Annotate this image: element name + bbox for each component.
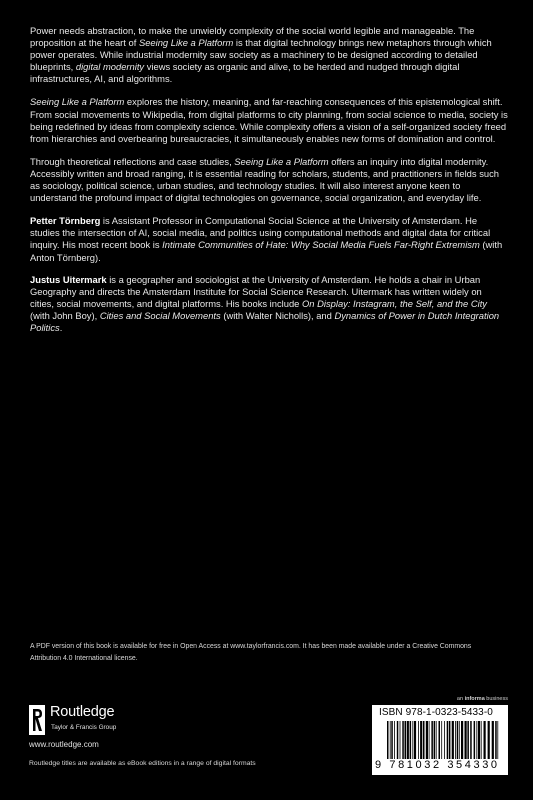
title-emphasis: Seeing Like a Platform: [30, 96, 125, 108]
publisher-website-link[interactable]: www.routledge.com: [29, 740, 99, 749]
author-bio-uitermark: [30, 274, 508, 334]
text-run: offers an inquiry into digital modernity. Accessibly written and broad ranging, it is essential reading for scholars, students, and practitioners in fields such as sociology, political science, urban studies, and technology studies. It will also interest anyone keen to understand the profound impact of digital technologies on governance, social organization, and everyday life.: [30, 155, 499, 204]
title-emphasis: Cities and Social Movements: [99, 309, 221, 321]
back-cover-blurb: [30, 25, 508, 344]
publisher-logo: [29, 703, 149, 739]
text-run: is a geographer and sociologist at the University of Amsterdam. He holds a chair in Urban Geography and directs the Amsterdam Institute for Social Science Research. Uitermark has written widely on cities, social movements, and digital platforms. His books include: [30, 273, 482, 309]
title-emphasis: Dynamics of Power in Dutch Integration Politics: [30, 309, 500, 333]
title-emphasis: Seeing Like a Platform: [234, 155, 329, 167]
routledge-r-icon: [29, 705, 45, 735]
ebook-availability-note: Routledge titles are available as eBook editions in a range of digital formats: [29, 760, 256, 767]
blurb-paragraph-2: [30, 96, 508, 144]
title-emphasis: digital modernity: [75, 61, 145, 73]
title-emphasis: On Display: Instagram, the Self, and the City: [302, 297, 487, 309]
title-emphasis: Intimate Communities of Hate: Why Social Media Fuels Far-Right Extremism: [162, 239, 480, 251]
title-emphasis: Seeing Like a Platform: [138, 37, 234, 49]
publisher-group: Taylor & Francis Group: [51, 724, 117, 731]
blurb-paragraph-3: [30, 156, 508, 204]
text-run: Through theoretical reflections and case studies,: [30, 155, 235, 167]
author-name: Petter Törnberg: [30, 215, 101, 227]
text-run: Power needs abstraction, to make the unwieldy complexity of the social world legible and manageable. The proposition at the heart of: [30, 25, 475, 49]
text-run: is Assistant Professor in Computational Social Science at the University of Amsterdam. He studies the intersection of AI, social media, and politics using computational methods and digital data for critical inquiry. His most recent book is: [30, 215, 491, 251]
text-run: .: [59, 321, 63, 333]
text-run: (with Walter Nicholls), and: [220, 309, 335, 321]
text-run: (with Anton Törnberg).: [30, 239, 503, 263]
author-name: Justus Uitermark: [30, 273, 107, 285]
informa-business-tag: an informa business: [456, 696, 508, 702]
text-run: explores the history, meaning, and far-reaching consequences of this epistemological shift. From social movements to Wikipedia, from digital platforms to city planning, from social science to media, society is being redefined by ideas from complexity science. While complexity offers a vision of a self-organized society freed from hierarchies and overbearing bureaucracies, it simultaneously enables new forms of domination and control.: [30, 96, 508, 144]
publisher-name: Routledge: [50, 704, 115, 720]
open-access-note: A PDF version of this book is available for free in Open Access at www.taylorfrancis.com. It has been made available under a Creative Commons Attribution 4.0 International license.: [30, 643, 472, 662]
isbn-barcode-box: [372, 705, 508, 775]
text-run: (with John Boy),: [30, 309, 100, 321]
barcode-digits: 9 781032 354330: [375, 759, 500, 771]
barcode-icon: [387, 721, 501, 759]
author-bio-tornberg: [30, 215, 508, 263]
isbn-number: ISBN 978-1-0323-5433-0: [379, 707, 493, 718]
blurb-paragraph-1: [30, 25, 508, 85]
text-run: views society as organic and alive, to be herded and nudged through digital infrastructures, AI, and algorithms.: [30, 61, 460, 85]
text-run: is that digital technology brings new metaphors through which power operates. While industrial modernity saw society as a machinery to be designed according to detailed blueprints,: [30, 37, 492, 73]
informa-brand: informa: [464, 696, 485, 702]
